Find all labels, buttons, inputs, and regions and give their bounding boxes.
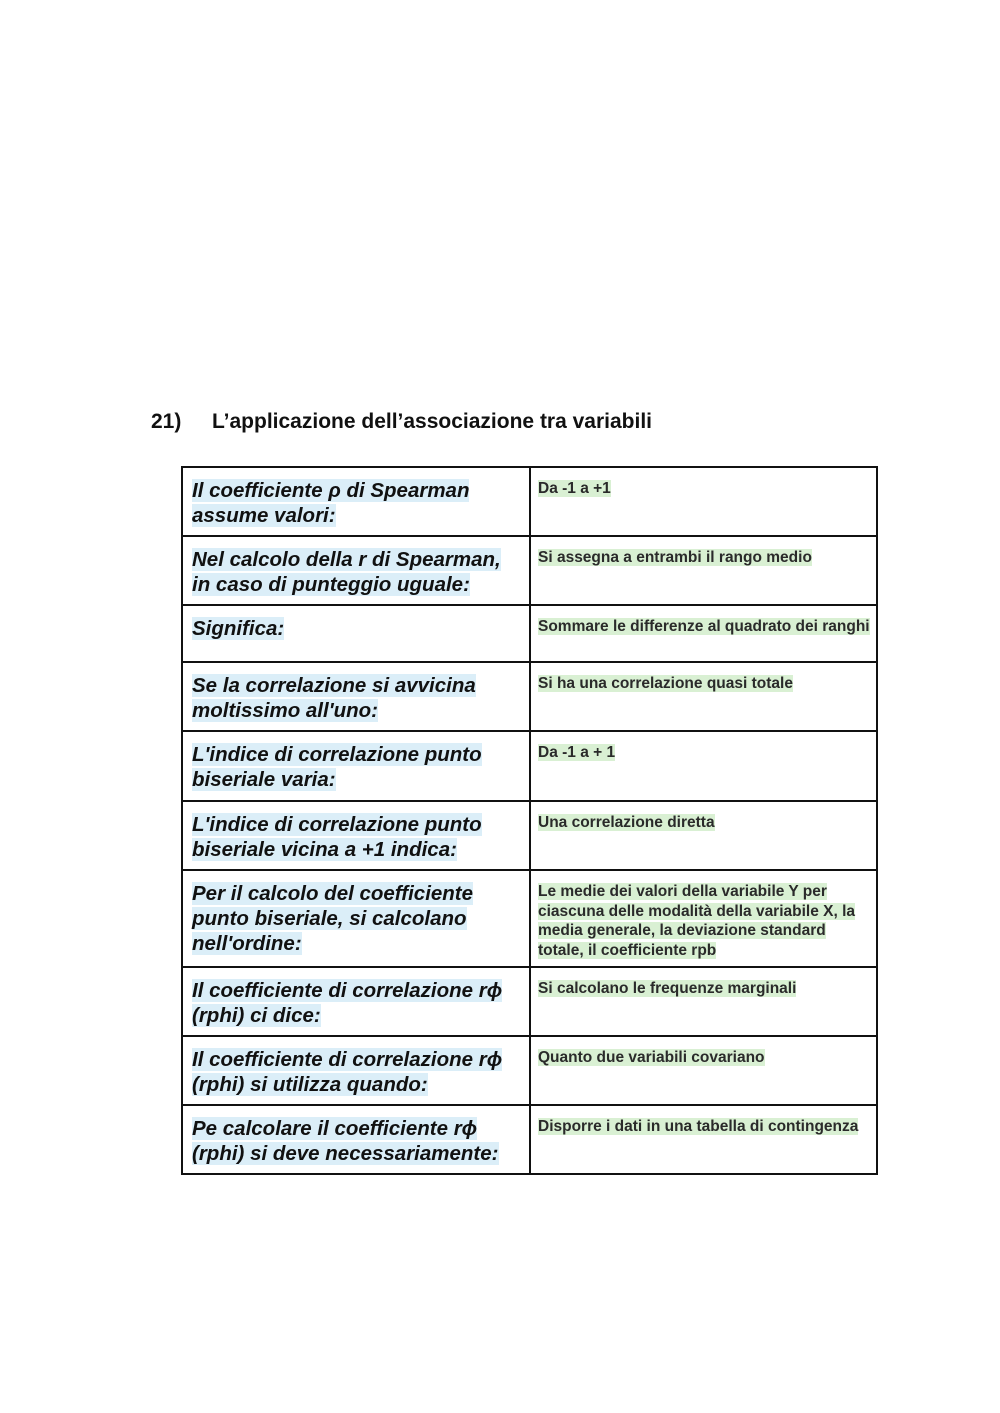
answer-cell [530, 1036, 877, 1105]
question-text: L'indice di correlazione punto biseriale vicina a +1 indica: [192, 813, 482, 861]
question-text: Il coefficiente di correlazione rϕ (rphi) si utilizza quando: [192, 1048, 503, 1096]
table-row [182, 536, 877, 605]
table-row [182, 605, 877, 662]
answer-cell [530, 967, 877, 1036]
question-text: Il coefficiente di correlazione rϕ (rphi) ci dice: [192, 979, 503, 1027]
answer-text: Una correlazione diretta [538, 814, 715, 831]
answer-cell [530, 731, 877, 801]
question-cell [182, 801, 530, 870]
answer-cell [530, 1105, 877, 1174]
question-text: Pe calcolare il coefficiente rϕ (rphi) si deve necessariamente: [192, 1117, 499, 1165]
question-text: Nel calcolo della r di Spearman, in caso di punteggio uguale: [192, 548, 501, 596]
question-cell [182, 605, 530, 662]
table-row [182, 731, 877, 801]
table-row [182, 1036, 877, 1105]
answer-cell [530, 536, 877, 605]
answer-text: Disporre i dati in una tabella di contingenza [538, 1118, 859, 1135]
question-text: L'indice di correlazione punto biseriale varia: [192, 743, 482, 791]
answer-text: Si ha una correlazione quasi totale [538, 675, 793, 692]
answer-cell [530, 467, 877, 536]
answer-cell [530, 870, 877, 967]
question-cell [182, 731, 530, 801]
question-cell [182, 536, 530, 605]
answer-text: Sommare le differenze al quadrato dei ranghi [538, 618, 870, 635]
question-cell [182, 967, 530, 1036]
table-row [182, 870, 877, 967]
question-text: Per il calcolo del coefficiente punto biseriale, si calcolano nell'ordine: [192, 882, 474, 955]
question-cell [182, 1105, 530, 1174]
table-row [182, 467, 877, 536]
answer-text: Si calcolano le frequenze marginali [538, 980, 797, 997]
answer-text: Da -1 a + 1 [538, 744, 616, 761]
question-text: Se la correlazione si avvicina moltissimo all'uno: [192, 674, 476, 722]
qa-table [181, 466, 878, 1175]
table-row [182, 662, 877, 731]
answer-cell [530, 801, 877, 870]
answer-cell [530, 662, 877, 731]
question-text: Il coefficiente ρ di Spearman assume valori: [192, 479, 470, 527]
table-row [182, 967, 877, 1036]
answer-cell [530, 605, 877, 662]
question-cell [182, 662, 530, 731]
question-text: Significa: [192, 617, 285, 640]
answer-text: Si assegna a entrambi il rango medio [538, 549, 812, 566]
question-cell [182, 870, 530, 967]
answer-text: Quanto due variabili covariano [538, 1049, 765, 1066]
question-cell [182, 1036, 530, 1105]
answer-text: Da -1 a +1 [538, 480, 611, 497]
section-title: L’applicazione dell’associazione tra variabili [212, 410, 652, 433]
table-row [182, 801, 877, 870]
question-cell [182, 467, 530, 536]
table-row [182, 1105, 877, 1174]
section-heading [151, 409, 652, 435]
answer-text: Le medie dei valori della variabile Y per ciascuna delle modalità della variabile X, la media generale, la deviazione standard totale, il coefficiente rpb [538, 883, 856, 959]
section-number: 21) [151, 410, 182, 433]
